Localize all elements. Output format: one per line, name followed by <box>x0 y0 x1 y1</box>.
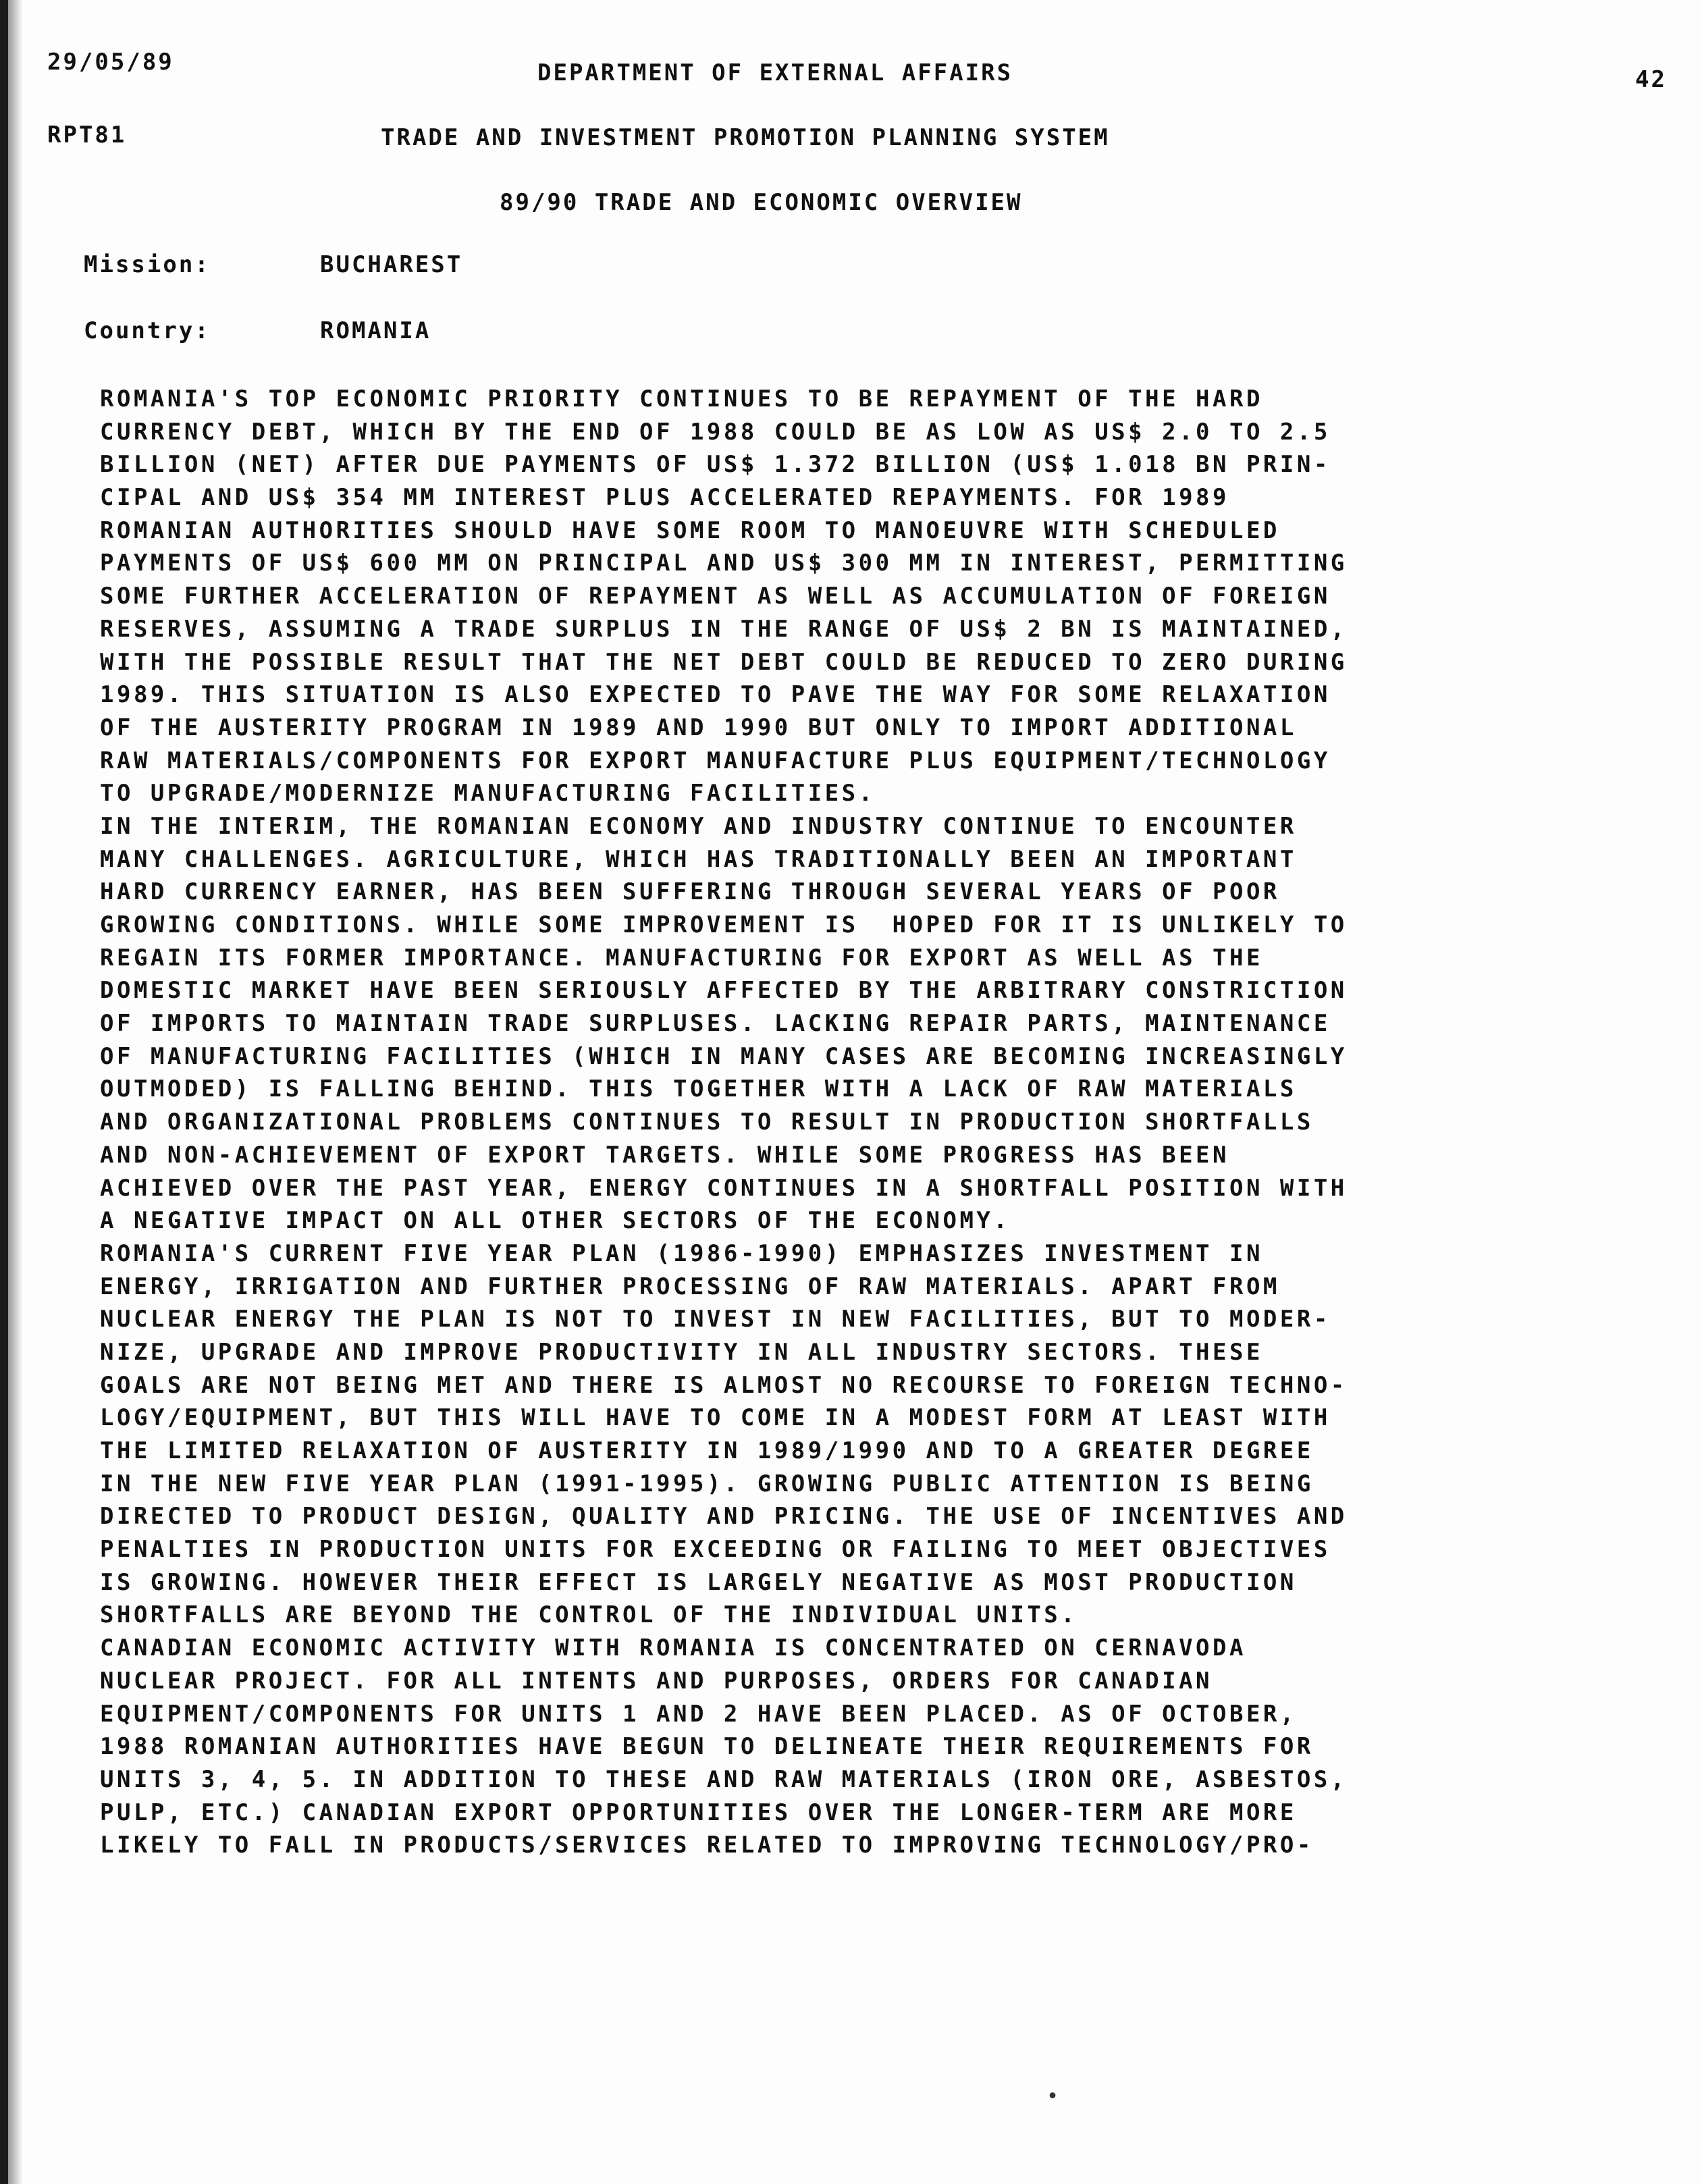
body-line: IN THE NEW FIVE YEAR PLAN (1991-1995). GROWING PUBLIC ATTENTION IS BEING <box>100 1470 1314 1497</box>
body-line: EQUIPMENT/COMPONENTS FOR UNITS 1 AND 2 HAVE BEEN PLACED. AS OF OCTOBER, <box>100 1700 1297 1728</box>
body-line: DOMESTIC MARKET HAVE BEEN SERIOUSLY AFFECTED BY THE ARBITRARY CONSTRICTION <box>100 977 1348 1005</box>
body-line: OUTMODED) IS FALLING BEHIND. THIS TOGETHER WITH A LACK OF RAW MATERIALS <box>100 1075 1297 1103</box>
body-line: TO UPGRADE/MODERNIZE MANUFACTURING FACILITIES. <box>100 780 876 807</box>
body-line: RAW MATERIALS/COMPONENTS FOR EXPORT MANUFACTURE PLUS EQUIPMENT/TECHNOLOGY <box>100 747 1331 774</box>
body-line: GOALS ARE NOT BEING MET AND THERE IS ALMOST NO RECOURSE TO FOREIGN TECHNO- <box>100 1371 1348 1399</box>
body-line: SHORTFALLS ARE BEYOND THE CONTROL OF THE INDIVIDUAL UNITS. <box>100 1601 1078 1629</box>
body-line: CURRENCY DEBT, WHICH BY THE END OF 1988 COULD BE AS LOW AS US$ 2.0 TO 2.5 <box>100 418 1331 446</box>
body-line: OF IMPORTS TO MAINTAIN TRADE SURPLUSES. LACKING REPAIR PARTS, MAINTENANCE <box>100 1010 1331 1038</box>
body-line: LIKELY TO FALL IN PRODUCTS/SERVICES RELATED TO IMPROVING TECHNOLOGY/PRO- <box>100 1832 1314 1859</box>
body-line: RESERVES, ASSUMING A TRADE SURPLUS IN THE RANGE OF US$ 2 BN IS MAINTAINED, <box>100 615 1348 643</box>
report-code: RPT81 <box>47 122 127 149</box>
body-line: WITH THE POSSIBLE RESULT THAT THE NET DEBT COULD BE REDUCED TO ZERO DURING <box>100 648 1348 676</box>
body-line: OF THE AUSTERITY PROGRAM IN 1989 AND 1990 BUT ONLY TO IMPORT ADDITIONAL <box>100 714 1297 741</box>
country-label: Country: <box>84 317 211 344</box>
body-line: GROWING CONDITIONS. WHILE SOME IMPROVEMENT IS HOPED FOR IT IS UNLIKELY TO <box>100 911 1348 938</box>
scan-speck: • <box>1046 2085 1059 2108</box>
department-title: DEPARTMENT OF EXTERNAL AFFAIRS <box>537 59 1013 86</box>
body-line: HARD CURRENCY EARNER, HAS BEEN SUFFERING THROUGH SEVERAL YEARS OF POOR <box>100 878 1280 906</box>
country-value: ROMANIA <box>320 317 431 344</box>
body-line: ROMANIAN AUTHORITIES SHOULD HAVE SOME ROOM TO MANOEUVRE WITH SCHEDULED <box>100 516 1280 544</box>
body-line: ENERGY, IRRIGATION AND FURTHER PROCESSING OF RAW MATERIALS. APART FROM <box>100 1273 1280 1300</box>
body-line: NUCLEAR ENERGY THE PLAN IS NOT TO INVEST IN NEW FACILITIES, BUT TO MODER- <box>100 1306 1331 1333</box>
body-line: MANY CHALLENGES. AGRICULTURE, WHICH HAS TRADITIONALLY BEEN AN IMPORTANT <box>100 845 1297 873</box>
scan-edge-shadow <box>8 0 23 2184</box>
body-line: LOGY/EQUIPMENT, BUT THIS WILL HAVE TO COME IN A MODEST FORM AT LEAST WITH <box>100 1404 1331 1432</box>
body-line: AND ORGANIZATIONAL PROBLEMS CONTINUES TO RESULT IN PRODUCTION SHORTFALLS <box>100 1109 1314 1136</box>
body-line: UNITS 3, 4, 5. IN ADDITION TO THESE AND RAW MATERIALS (IRON ORE, ASBESTOS, <box>100 1765 1348 1793</box>
body-line: SOME FURTHER ACCELERATION OF REPAYMENT AS WELL AS ACCUMULATION OF FOREIGN <box>100 583 1331 610</box>
body-line: BILLION (NET) AFTER DUE PAYMENTS OF US$ 1.372 BILLION (US$ 1.018 BN PRIN- <box>100 451 1331 479</box>
body-line: NUCLEAR PROJECT. FOR ALL INTENTS AND PURPOSES, ORDERS FOR CANADIAN <box>100 1667 1213 1695</box>
body-line: CIPAL AND US$ 354 MM INTEREST PLUS ACCELERATED REPAYMENTS. FOR 1989 <box>100 484 1229 512</box>
body-line: PULP, ETC.) CANADIAN EXPORT OPPORTUNITIES OVER THE LONGER-TERM ARE MORE <box>100 1799 1297 1826</box>
body-line: THE LIMITED RELAXATION OF AUSTERITY IN 1989/1990 AND TO A GREATER DEGREE <box>100 1437 1314 1464</box>
overview-body <box>100 383 1585 1862</box>
page-number: 42 <box>1635 66 1667 93</box>
body-line: 1988 ROMANIAN AUTHORITIES HAVE BEGUN TO DELINEATE THEIR REQUIREMENTS FOR <box>100 1733 1314 1761</box>
body-line: IS GROWING. HOWEVER THEIR EFFECT IS LARGELY NEGATIVE AS MOST PRODUCTION <box>100 1568 1297 1596</box>
body-line: ACHIEVED OVER THE PAST YEAR, ENERGY CONTINUES IN A SHORTFALL POSITION WITH <box>100 1174 1348 1202</box>
body-line: 1989. THIS SITUATION IS ALSO EXPECTED TO PAVE THE WAY FOR SOME RELAXATION <box>100 681 1331 709</box>
mission-label: Mission: <box>84 251 211 278</box>
body-line: A NEGATIVE IMPACT ON ALL OTHER SECTORS OF THE ECONOMY. <box>100 1207 1011 1235</box>
overview-title: 89/90 TRADE AND ECONOMIC OVERVIEW <box>500 189 1023 216</box>
body-line: IN THE INTERIM, THE ROMANIAN ECONOMY AND INDUSTRY CONTINUE TO ENCOUNTER <box>100 812 1297 840</box>
body-line: AND NON-ACHIEVEMENT OF EXPORT TARGETS. WHILE SOME PROGRESS HAS BEEN <box>100 1141 1229 1169</box>
body-line: NIZE, UPGRADE AND IMPROVE PRODUCTIVITY IN ALL INDUSTRY SECTORS. THESE <box>100 1338 1263 1366</box>
system-title: TRADE AND INVESTMENT PROMOTION PLANNING SYSTEM <box>381 124 1110 151</box>
body-line: OF MANUFACTURING FACILITIES (WHICH IN MANY CASES ARE BECOMING INCREASINGLY <box>100 1042 1348 1070</box>
body-line: CANADIAN ECONOMIC ACTIVITY WITH ROMANIA IS CONCENTRATED ON CERNAVODA <box>100 1634 1246 1662</box>
scan-edge <box>0 0 8 2184</box>
body-line: REGAIN ITS FORMER IMPORTANCE. MANUFACTURING FOR EXPORT AS WELL AS THE <box>100 944 1263 971</box>
body-line: DIRECTED TO PRODUCT DESIGN, QUALITY AND PRICING. THE USE OF INCENTIVES AND <box>100 1503 1348 1530</box>
mission-value: BUCHAREST <box>320 251 463 278</box>
body-line: PAYMENTS OF US$ 600 MM ON PRINCIPAL AND US$ 300 MM IN INTEREST, PERMITTING <box>100 550 1348 577</box>
report-date: 29/05/89 <box>47 49 174 76</box>
body-line: PENALTIES IN PRODUCTION UNITS FOR EXCEEDING OR FAILING TO MEET OBJECTIVES <box>100 1536 1331 1564</box>
body-line: ROMANIA'S TOP ECONOMIC PRIORITY CONTINUES TO BE REPAYMENT OF THE HARD <box>100 385 1263 412</box>
body-line: ROMANIA'S CURRENT FIVE YEAR PLAN (1986-1990) EMPHASIZES INVESTMENT IN <box>100 1240 1263 1267</box>
